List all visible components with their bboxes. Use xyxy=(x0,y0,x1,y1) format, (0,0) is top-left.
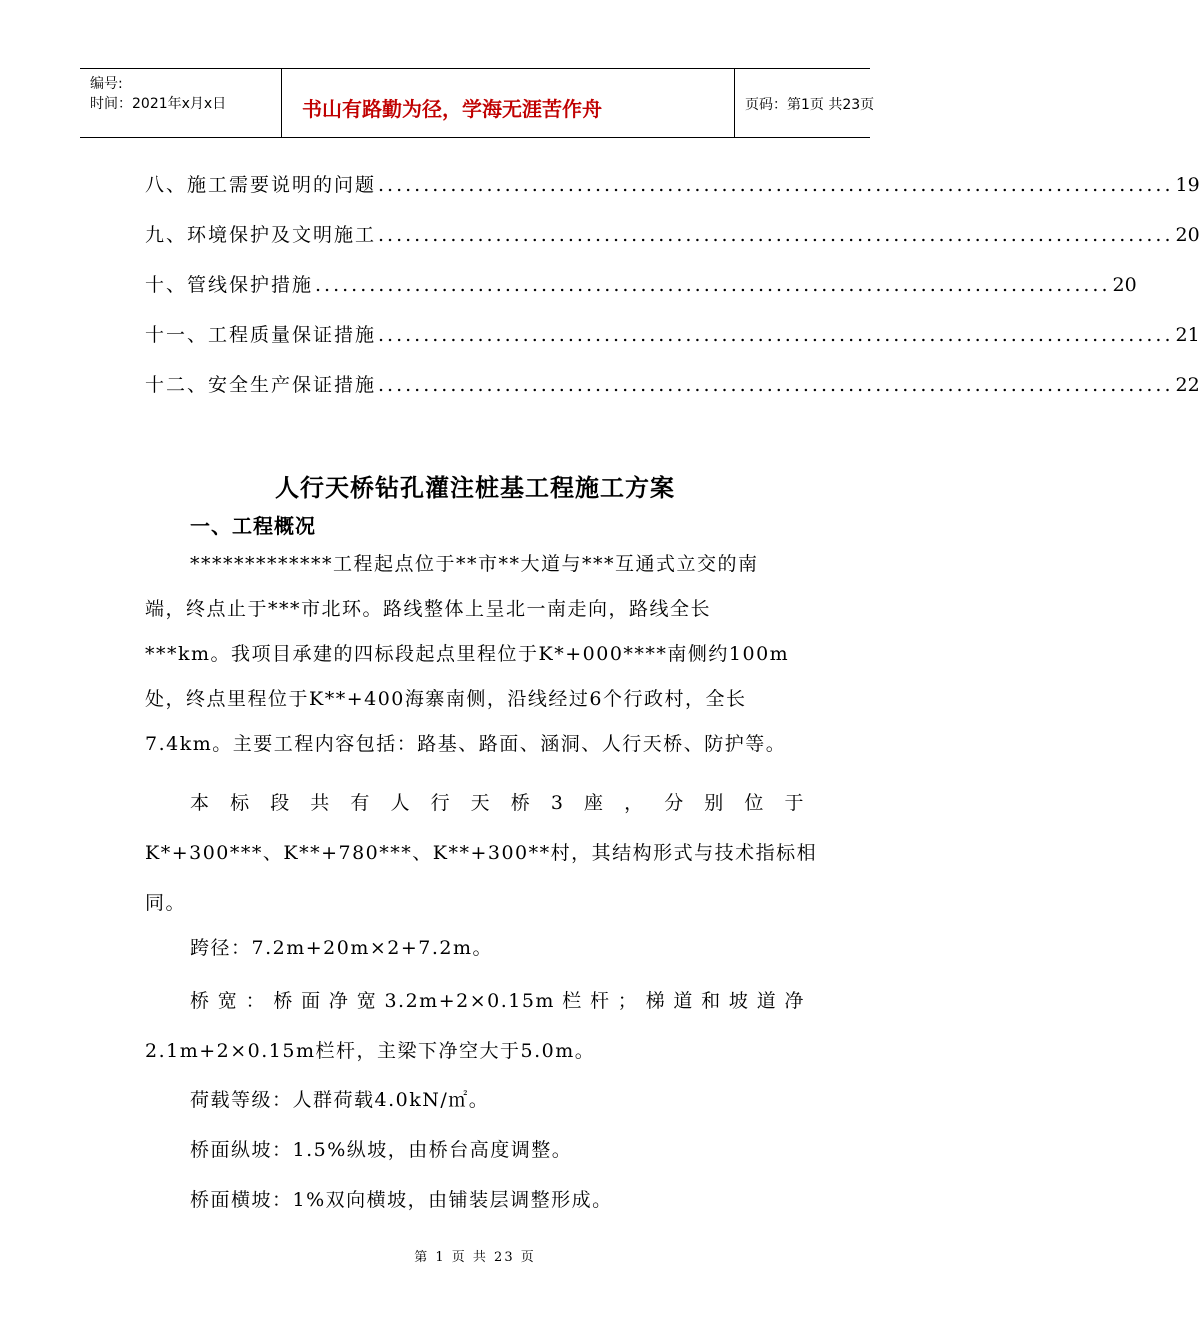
paragraph-word: 坡 xyxy=(728,990,750,1012)
paragraph-word: 宽 xyxy=(217,990,239,1012)
paragraph-word: 杆 xyxy=(590,990,611,1012)
paragraph-line: 端，终点止于***市北环。路线整体上呈北一南走向，路线全长 xyxy=(145,598,712,620)
toc-leader-dots: ........................................................................................ xyxy=(315,274,1111,296)
paragraph-word: 桥 xyxy=(510,792,532,814)
paragraph-word: 道 xyxy=(756,990,778,1012)
paragraph-word: 天 xyxy=(470,792,492,814)
paragraph-word: ， xyxy=(624,792,645,814)
paragraph-line: 7.4km。主要工程内容包括：路基、路面、涵洞、人行天桥、防护等。 xyxy=(145,733,787,755)
toc-entry-title: 十、管线保护措施 xyxy=(145,274,314,296)
toc-entry[interactable] xyxy=(145,270,1137,320)
page-header xyxy=(80,68,875,138)
paragraph-word: 人 xyxy=(390,792,411,814)
overview-paragraph xyxy=(145,542,805,767)
paragraph-word: 行 xyxy=(430,792,452,814)
paragraph-word: 座 xyxy=(584,792,605,814)
toc-leader-dots: ........................................................................................ xyxy=(378,374,1174,396)
paragraph-word: 道 xyxy=(673,990,694,1012)
paragraph-word: 本 xyxy=(190,792,211,814)
paragraph-line-justified xyxy=(145,976,805,1026)
paragraph-word: 梯 xyxy=(645,990,667,1012)
toc-entry[interactable] xyxy=(145,370,1200,420)
toc-entry-page: 20 xyxy=(1112,274,1137,296)
load-line: 荷载等级：人群荷载4.0kN/㎡。 xyxy=(190,1089,490,1111)
paragraph-word: 别 xyxy=(704,792,725,814)
paragraph-line: 2.1m+2×0.15m栏杆，主梁下净空大于5.0m。 xyxy=(145,1040,596,1062)
paragraph-word: 共 xyxy=(310,792,331,814)
table-of-contents xyxy=(145,170,1200,420)
toc-entry-title: 十二、安全生产保证措施 xyxy=(145,374,377,396)
paragraph-word: 和 xyxy=(701,990,722,1012)
width-paragraph xyxy=(145,976,805,1076)
paragraph-word: 位 xyxy=(744,792,765,814)
paragraph-line-justified xyxy=(145,778,805,828)
paragraph-word: 桥 xyxy=(273,990,294,1012)
paragraph-word: 标 xyxy=(230,792,251,814)
paragraph-word: 段 xyxy=(270,792,291,814)
paragraph-word: ： xyxy=(245,990,267,1012)
paragraph-line: 同。 xyxy=(145,892,187,914)
paragraph-word: 分 xyxy=(664,792,685,814)
paragraph-word: 3 xyxy=(550,792,565,814)
toc-entry-title: 十一、工程质量保证措施 xyxy=(145,324,377,346)
paragraph-line: *************工程起点位于**市**大道与***互通式立交的南 xyxy=(190,553,759,575)
toc-leader-dots: ........................................................................................ xyxy=(378,324,1174,346)
paragraph-word: 净 xyxy=(328,990,350,1012)
paragraph-word: ； xyxy=(617,990,639,1012)
paragraph-word: 宽 xyxy=(356,990,378,1012)
header-slogan-cell xyxy=(282,69,735,137)
document-title: 人行天桥钻孔灌注桩基工程施工方案 xyxy=(275,473,675,502)
cross-slope-line: 桥面横坡：1%双向横坡，由铺装层调整形成。 xyxy=(190,1189,613,1211)
toc-entry-title: 九、环境保护及文明施工 xyxy=(145,224,377,246)
paragraph-line: ***km。我项目承建的四标段起点里程位于K*+000****南侧约100m xyxy=(145,643,790,665)
header-page-cell xyxy=(735,69,875,137)
paragraph-word: 净 xyxy=(784,990,805,1012)
bridge-paragraph xyxy=(145,778,818,928)
number-label: 编号: xyxy=(90,76,123,92)
toc-entry[interactable] xyxy=(145,320,1200,370)
toc-leader-dots: ........................................................................................ xyxy=(378,174,1174,196)
toc-leader-dots: ........................................................................................ xyxy=(378,224,1174,246)
time-label: 时间：2021年x月x日 xyxy=(90,96,227,112)
toc-entry-page: 22 xyxy=(1175,374,1200,396)
paragraph-word: 栏 xyxy=(562,990,583,1012)
toc-entry-page: 19 xyxy=(1175,174,1200,196)
toc-entry-page: 20 xyxy=(1175,224,1200,246)
paragraph-word: 面 xyxy=(301,990,322,1012)
slogan-text: 书山有路勤为径，学海无涯苦作舟 xyxy=(302,97,602,121)
paragraph-word: 有 xyxy=(350,792,371,814)
section-heading: 一、工程概况 xyxy=(190,514,316,538)
header-meta-cell xyxy=(80,69,282,137)
paragraph-line: K*+300***、K**+780***、K**+300**村，其结构形式与技术指标相 xyxy=(145,842,818,864)
page-footer: 第 1 页 共 23 页 xyxy=(414,1250,536,1265)
toc-entry-title: 八、施工需要说明的问题 xyxy=(145,174,377,196)
toc-entry[interactable] xyxy=(145,170,1200,220)
paragraph-word: 于 xyxy=(784,792,805,814)
paragraph-line: 处，终点里程位于K**+400海寨南侧，沿线经过6个行政村，全长 xyxy=(145,688,747,710)
paragraph-word: 3.2m+2×0.15m xyxy=(384,990,555,1012)
toc-entry-page: 21 xyxy=(1175,324,1200,346)
paragraph-word: 桥 xyxy=(190,990,211,1012)
long-slope-line: 桥面纵坡：1.5%纵坡，由桥台高度调整。 xyxy=(190,1139,573,1161)
page-info: 页码：第1页 共23页 xyxy=(745,97,875,113)
toc-entry[interactable] xyxy=(145,220,1200,270)
span-line: 跨径：7.2m+20m×2+7.2m。 xyxy=(190,937,494,959)
